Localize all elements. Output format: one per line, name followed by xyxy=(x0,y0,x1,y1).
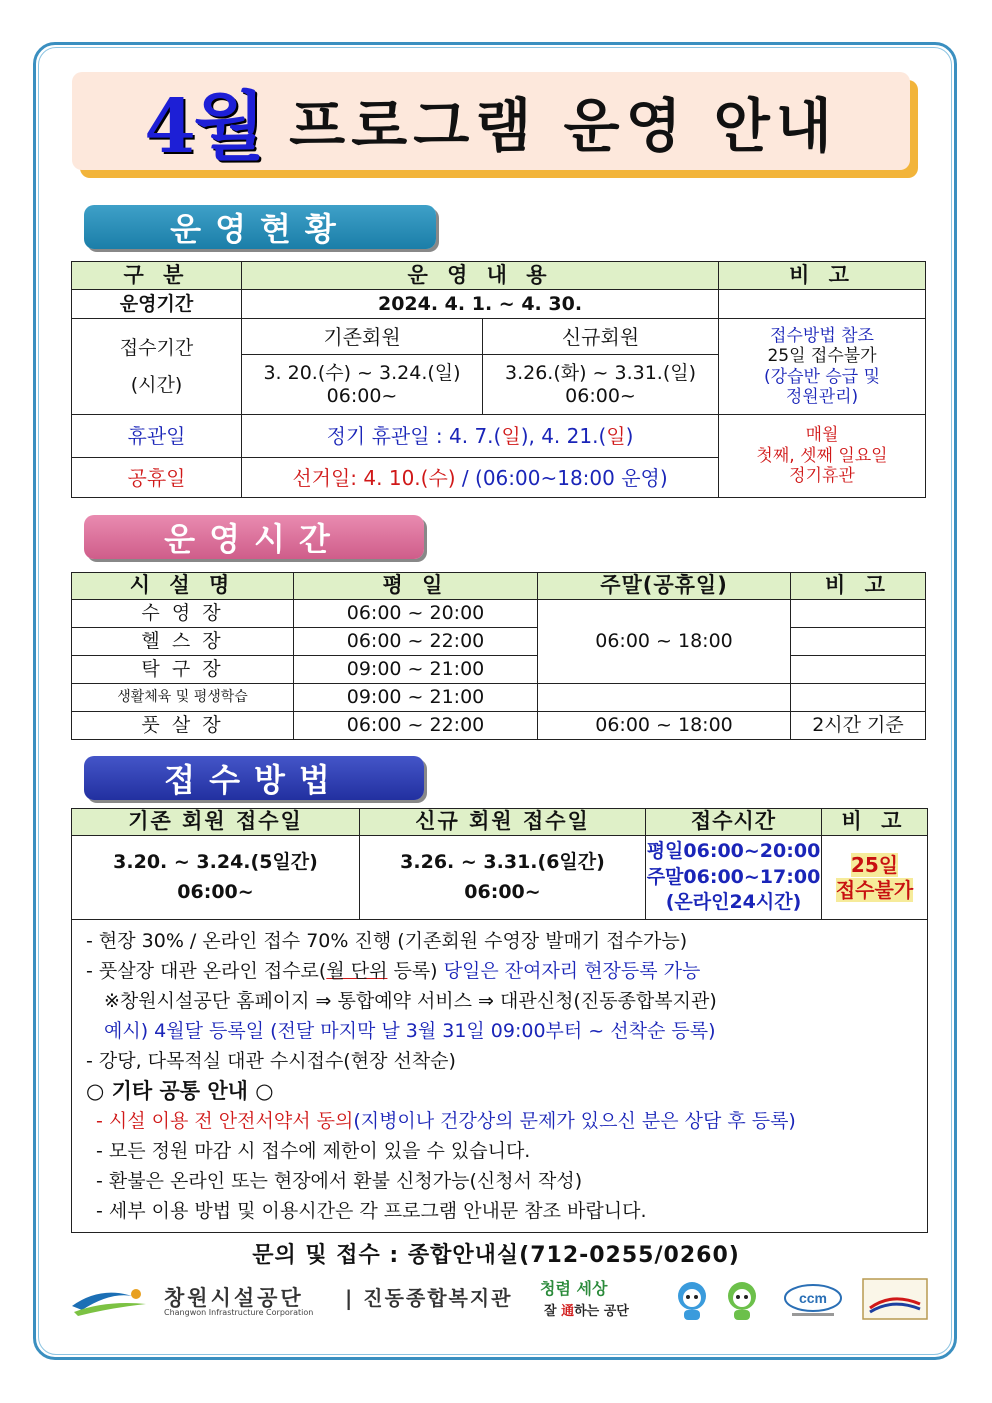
highlight: 접수불가 xyxy=(835,877,914,902)
ccm-text: ccm xyxy=(798,1290,828,1306)
closed-sunday: 일 xyxy=(501,424,521,448)
operation-status-table xyxy=(71,261,926,498)
empty-cell xyxy=(791,684,926,712)
note-item: - 환불은 온라인 또는 현장에서 환불 신청가능(신청서 작성) xyxy=(96,1170,583,1192)
title-month: 4월 xyxy=(144,84,264,170)
contact-info: 문의 및 접수 : 종합안내실(712-0255/0260) xyxy=(252,1243,740,1268)
closed-text: ), 4. 21.( xyxy=(520,424,607,448)
note-item: 예시) 4월달 등록일 (전달 마지막 날 3월 31일 09:00부터 ~ 선착순 등록) xyxy=(104,1020,716,1042)
row-label xyxy=(72,319,242,415)
note-line xyxy=(822,853,927,878)
facility-note: 2시간 기준 xyxy=(791,712,926,740)
new-member-label: 신규회원 xyxy=(483,319,719,355)
empty-cell xyxy=(538,684,791,712)
dates: 3.26.(화) ~ 3.31.(일) xyxy=(504,361,697,384)
election-hours: / (06:00~18:00 운영) xyxy=(455,465,668,490)
note-line: 매월 xyxy=(805,425,839,446)
closed-note xyxy=(719,415,926,498)
facility-name: 헬 스 장 xyxy=(72,628,294,656)
note-text: 월 단위 xyxy=(326,960,388,982)
slogan-subtitle xyxy=(544,1300,629,1319)
weekday-hours: 06:00 ~ 20:00 xyxy=(294,600,538,628)
title-text: 프로그램 운영 안내 xyxy=(289,92,838,160)
ccm-logo-icon xyxy=(782,1282,844,1318)
note-text: - 시설 이용 전 안전서약서 동의 xyxy=(96,1110,354,1132)
col-header: 신규 회원 접수일 xyxy=(360,809,646,836)
public-holiday-label: 공휴일 xyxy=(72,458,242,498)
new-member-period xyxy=(483,355,719,415)
weekend-hours: 06:00 ~ 18:00 xyxy=(538,712,791,740)
operation-hours-table xyxy=(71,572,926,740)
col-header: 비 고 xyxy=(719,262,926,290)
closed-text: ) xyxy=(625,424,634,448)
col-header: 비 고 xyxy=(822,809,928,836)
note-text: 등록) xyxy=(387,960,444,982)
new-reception-dates xyxy=(360,836,646,920)
notes xyxy=(72,920,928,1233)
weekday-hours: 06:00 ~ 22:00 xyxy=(294,712,538,740)
weekday-hours: 09:00 ~ 21:00 xyxy=(294,684,538,712)
time: 06:00~ xyxy=(326,384,398,407)
col-header: 주말(공휴일) xyxy=(538,573,791,600)
row-label: 운영기간 xyxy=(72,290,242,319)
time: 06:00~ xyxy=(565,384,636,407)
note-item: - 세부 이용 방법 및 이용시간은 각 프로그램 안내문 참조 바랍니다. xyxy=(96,1200,647,1222)
section-header-operation-hours: 운영시간 xyxy=(84,515,424,559)
note-item xyxy=(86,956,927,986)
section-header-reception-method: 접수방법 xyxy=(84,756,424,800)
col-header: 비 고 xyxy=(791,573,926,600)
note-item: - 현장 30% / 온라인 접수 70% 진행 (기존회원 수영장 발매기 접수가능) xyxy=(86,930,688,952)
note-text: 당일은 잔여자리 현장등록 가능 xyxy=(443,960,701,982)
city-logo-icon xyxy=(70,1282,150,1320)
branch-name: | 진동종합복지관 xyxy=(345,1286,513,1310)
weekday-hours: 09:00 ~ 21:00 xyxy=(294,656,538,684)
note-line xyxy=(822,878,927,903)
note-line: 25일 접수불가 xyxy=(767,346,877,367)
col-header: 접수시간 xyxy=(646,809,822,836)
dates: 3.20. ~ 3.24.(5일간) xyxy=(113,851,318,874)
section-header-operation-status: 운영현황 xyxy=(84,205,436,249)
dates: 3. 20.(수) ~ 3.24.(일) xyxy=(263,361,461,384)
empty-cell xyxy=(791,656,926,684)
footer-logos xyxy=(70,1276,930,1324)
page-title xyxy=(72,72,910,170)
closed-text: 정기 휴관일 : 4. 7.( xyxy=(326,424,502,448)
col-header: 시 설 명 xyxy=(72,573,294,600)
facility-name: 수 영 장 xyxy=(72,600,294,628)
mascot-green-icon xyxy=(720,1278,764,1322)
note-text: (지병이나 건강상의 문제가 있으신 분은 상담 후 등록) xyxy=(353,1110,796,1132)
online-hours: (온라인24시간) xyxy=(665,891,802,914)
weekend-hours: 주말06:00~17:00 xyxy=(646,865,821,888)
reception-label: 접수기간 xyxy=(119,336,194,359)
col-header: 평 일 xyxy=(294,573,538,600)
existing-member-period xyxy=(242,355,483,415)
weekday-hours: 평일06:00~20:00 xyxy=(646,840,821,863)
reception-method-table xyxy=(71,808,928,1233)
time: 06:00~ xyxy=(177,880,254,903)
col-header: 기존 회원 접수일 xyxy=(72,809,360,836)
note-text: - 풋살장 대관 온라인 접수로( xyxy=(86,960,327,982)
note-item: - 강당, 다목적실 대관 수시접수(현장 선착순) xyxy=(86,1050,456,1072)
dates: 3.26. ~ 3.31.(6일간) xyxy=(400,851,605,874)
note-line: 정원관리) xyxy=(785,386,859,407)
certification-badge-icon xyxy=(862,1278,928,1320)
note-item xyxy=(86,1106,927,1136)
reception-note xyxy=(822,836,928,920)
facility-name: 풋 살 장 xyxy=(72,712,294,740)
weekend-hours: 06:00 ~ 18:00 xyxy=(538,600,791,684)
note-line: 접수방법 참조 xyxy=(770,325,874,346)
note-line: 첫째, 셋째 일요일 xyxy=(756,445,888,466)
note-item: - 모든 정원 마감 시 접수에 제한이 있을 수 있습니다. xyxy=(96,1140,531,1162)
election-day: 선거일: 4. 10.(수) xyxy=(292,465,456,490)
common-title-text: ○ 기타 공통 안내 ○ xyxy=(86,1079,274,1103)
reception-note xyxy=(719,319,926,415)
slogan-text: 通 xyxy=(561,1304,575,1319)
slogan-text: 잘 xyxy=(544,1304,562,1319)
slogan-title: 청렴 세상 xyxy=(540,1279,608,1298)
public-holiday-value xyxy=(242,458,719,498)
empty-cell xyxy=(791,600,926,628)
col-header: 운 영 내 용 xyxy=(242,262,719,290)
highlight: 25일 xyxy=(850,852,899,877)
note-line: (강습반 승급 및 xyxy=(764,366,880,387)
common-notice-title xyxy=(86,1076,927,1106)
weekday-hours: 06:00 ~ 22:00 xyxy=(294,628,538,656)
existing-reception-dates xyxy=(72,836,360,920)
empty-cell xyxy=(791,628,926,656)
note-item: ※창원시설공단 홈페이지 ⇒ 통합예약 서비스 ⇒ 대관신청(진동종합복지관) xyxy=(104,990,717,1012)
closed-day-value xyxy=(242,415,719,458)
closed-sunday: 일 xyxy=(606,424,626,448)
reception-hours xyxy=(646,836,822,920)
slogan-text: 하는 공단 xyxy=(574,1304,629,1319)
time: 06:00~ xyxy=(464,880,541,903)
note-line: 정기휴관 xyxy=(789,466,855,487)
empty-cell xyxy=(719,290,926,319)
period-value: 2024. 4. 1. ~ 4. 30. xyxy=(242,290,719,319)
col-header: 구 분 xyxy=(72,262,242,290)
org-name: 창원시설공단 xyxy=(164,1286,304,1310)
existing-member-label: 기존회원 xyxy=(242,319,483,355)
reception-label-sub: (시간) xyxy=(130,373,183,396)
facility-name: 탁 구 장 xyxy=(72,656,294,684)
org-subtitle: Changwon Infrastructure Corporation xyxy=(164,1308,314,1317)
facility-name: 생활체육 및 평생학습 xyxy=(72,684,294,712)
mascot-blue-icon xyxy=(670,1278,714,1322)
closed-day-label: 휴관일 xyxy=(72,415,242,458)
